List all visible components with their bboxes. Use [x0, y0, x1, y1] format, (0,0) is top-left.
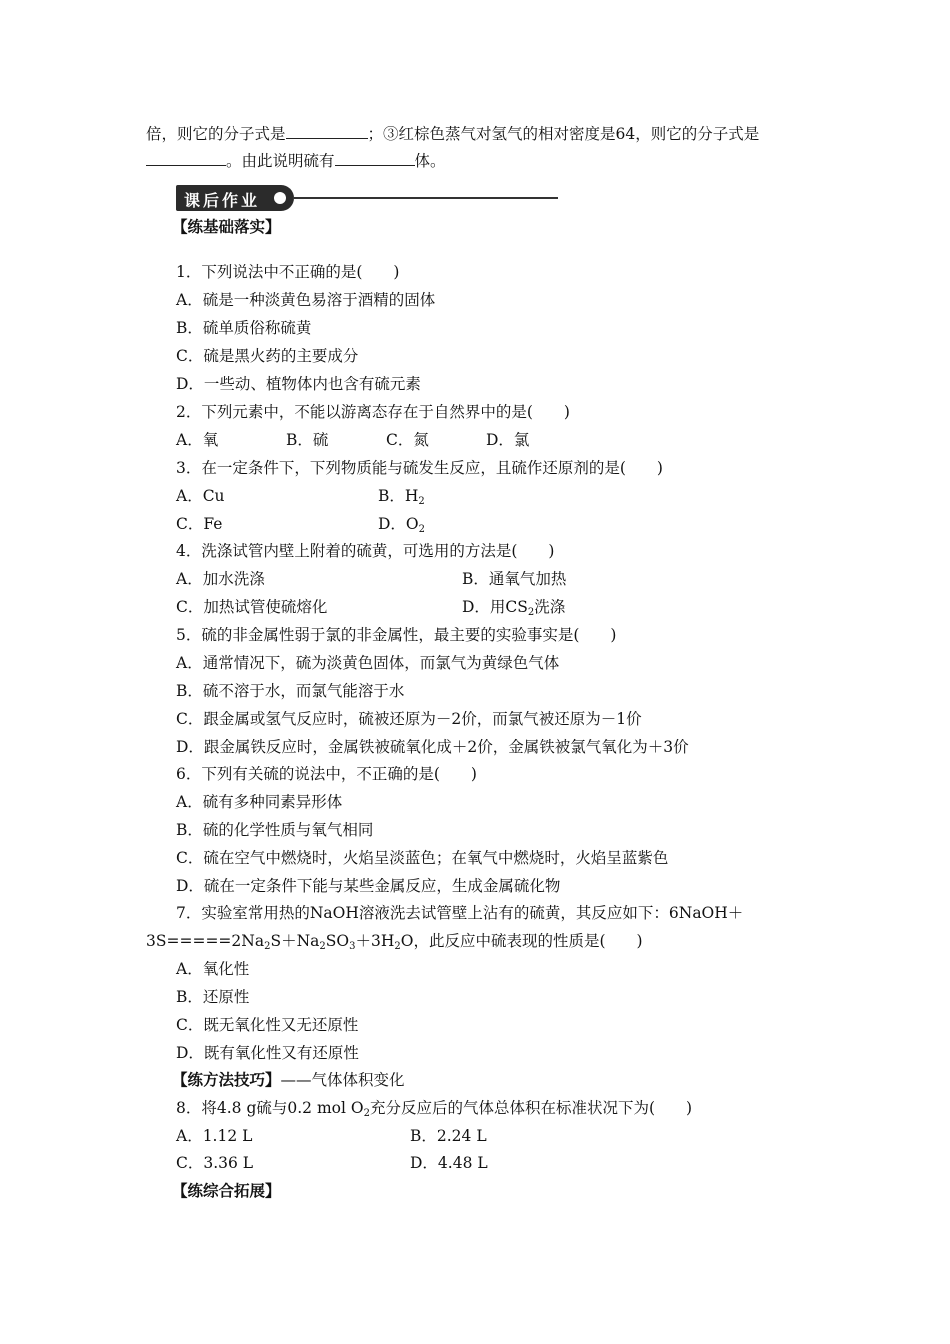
top-text-2b: 。由此说明硫有 — [226, 152, 335, 170]
q6-option-c[interactable]: C．硫在空气中燃烧时，火焰呈淡蓝色；在氧气中燃烧时，火焰呈蓝紫色 — [176, 849, 669, 867]
top-line-1 — [146, 123, 759, 144]
q6-option-b[interactable]: B．硫的化学性质与氧气相同 — [176, 821, 374, 839]
q6-stem: 6．下列有关硫的说法中，不正确的是( ) — [176, 765, 477, 783]
q7-eq-c: S＋Na — [270, 932, 320, 950]
q7-eq-sub1: 2 — [264, 941, 271, 952]
banner-rule — [294, 197, 558, 199]
q8-option-c[interactable]: C．3.36 L — [176, 1154, 254, 1172]
q7-eq-sub4: 2 — [394, 941, 401, 952]
answer-blank-3[interactable] — [335, 150, 415, 166]
section-method — [172, 1070, 405, 1090]
q2-stem: 2．下列元素中，不能以游离态存在于自然界中的是( ) — [176, 403, 570, 421]
q2-option-d[interactable]: D．氯 — [486, 431, 530, 449]
q8-stem-b: 充分反应后的气体总体积在标准状况下为( ) — [369, 1099, 693, 1117]
q8-stem-a: 8．将4.8 g硫与0.2 mol O — [176, 1099, 364, 1117]
q7-eq-sub2: 2 — [319, 941, 326, 952]
q2-option-c[interactable]: C．氮 — [386, 431, 429, 449]
q1-option-a[interactable]: A．硫是一种淡黄色易溶于酒精的固体 — [176, 291, 436, 309]
q4-d-text: D．用CS — [462, 598, 528, 616]
q7-eq-i: O，此反应中硫表现的性质是( ) — [400, 932, 643, 950]
section-method-suffix: ——气体体积变化 — [280, 1071, 405, 1089]
q7-option-a[interactable]: A．氧化性 — [176, 960, 250, 978]
q6-option-a[interactable]: A．硫有多种同素异形体 — [176, 793, 343, 811]
q4-option-d[interactable] — [462, 597, 565, 617]
answer-blank-1[interactable] — [286, 123, 368, 139]
q7-option-b[interactable]: B．还原性 — [176, 988, 250, 1006]
q4-d-sub: 2 — [527, 607, 535, 618]
q7-stem-line-2 — [146, 931, 643, 951]
q8-stem-sub: 2 — [363, 1108, 370, 1119]
section-method-label: 【练方法技巧】 — [172, 1070, 281, 1089]
banner-title: 课后作业 — [184, 191, 261, 210]
q3-b-text: B．H — [378, 487, 419, 505]
q7-eq-a: 3S=====2Na — [146, 932, 265, 950]
section-extend: 【练综合拓展】 — [172, 1181, 281, 1200]
q2-option-a[interactable]: A．氧 — [176, 431, 219, 449]
section-basic: 【练基础落实】 — [172, 217, 281, 236]
circle-icon — [274, 192, 286, 204]
q7-eq-g: ＋3H — [355, 932, 395, 950]
q7-option-c[interactable]: C．既无氧化性又无还原性 — [176, 1016, 359, 1034]
q7-eq-e: SO — [325, 932, 350, 950]
q1-option-b[interactable]: B．硫单质俗称硫黄 — [176, 319, 312, 337]
top-line-2 — [146, 150, 446, 171]
q8-option-a[interactable]: A．1.12 L — [176, 1127, 253, 1145]
q7-stem-line-1: 7．实验室常用热的NaOH溶液洗去试管壁上沾有的硫黄，其反应如下：6NaOH＋ — [176, 904, 744, 922]
q4-option-a[interactable]: A．加水洗涤 — [176, 570, 265, 588]
q7-eq-sub3: 3 — [349, 941, 356, 952]
top-text-1a: 倍，则它的分子式是 — [146, 125, 286, 143]
q4-d-post: 洗涤 — [534, 598, 566, 616]
q3-option-c[interactable]: C．Fe — [176, 515, 223, 533]
q5-option-d[interactable]: D．跟金属铁反应时，金属铁被硫氧化成＋2价，金属铁被氯气氧化为＋3价 — [176, 738, 689, 756]
q5-option-a[interactable]: A．通常情况下，硫为淡黄色固体，而氯气为黄绿色气体 — [176, 654, 560, 672]
q3-option-a[interactable]: A．Cu — [176, 487, 225, 505]
section-banner — [176, 185, 294, 211]
q3-option-b[interactable] — [378, 486, 425, 506]
q5-option-b[interactable]: B．硫不溶于水，而氯气能溶于水 — [176, 682, 405, 700]
top-text-2c: 体。 — [414, 152, 446, 170]
q3-b-sub: 2 — [418, 496, 425, 507]
answer-blank-2[interactable] — [146, 150, 226, 166]
q1-option-c[interactable]: C．硫是黑火药的主要成分 — [176, 347, 359, 365]
q8-option-b[interactable]: B．2.24 L — [410, 1127, 487, 1145]
q4-option-b[interactable]: B．通氧气加热 — [462, 570, 567, 588]
q8-stem — [176, 1098, 692, 1118]
q3-stem: 3．在一定条件下，下列物质能与硫发生反应，且硫作还原剂的是( ) — [176, 459, 663, 477]
q4-option-c[interactable]: C．加热试管使硫熔化 — [176, 598, 328, 616]
q2-option-b[interactable]: B．硫 — [286, 431, 329, 449]
q1-option-d[interactable]: D．一些动、植物体内也含有硫元素 — [176, 375, 421, 393]
q4-stem: 4．洗涤试管内壁上附着的硫黄，可选用的方法是( ) — [176, 542, 555, 560]
top-text-1b: ；③红棕色蒸气对氢气的相对密度是64，则它的分子式是 — [367, 125, 760, 143]
q8-option-d[interactable]: D．4.48 L — [410, 1154, 488, 1172]
q5-option-c[interactable]: C．跟金属或氢气反应时，硫被还原为－2价，而氯气被还原为－1价 — [176, 710, 642, 728]
q5-stem: 5．硫的非金属性弱于氯的非金属性，最主要的实验事实是( ) — [176, 626, 617, 644]
q7-option-d[interactable]: D．既有氧化性又有还原性 — [176, 1044, 359, 1062]
q3-option-d[interactable] — [378, 514, 425, 534]
q3-d-text: D．O — [378, 515, 419, 533]
q1-stem: 1．下列说法中不正确的是( ) — [176, 263, 400, 281]
q3-d-sub: 2 — [418, 524, 426, 535]
q6-option-d[interactable]: D．硫在一定条件下能与某些金属反应，生成金属硫化物 — [176, 877, 561, 895]
